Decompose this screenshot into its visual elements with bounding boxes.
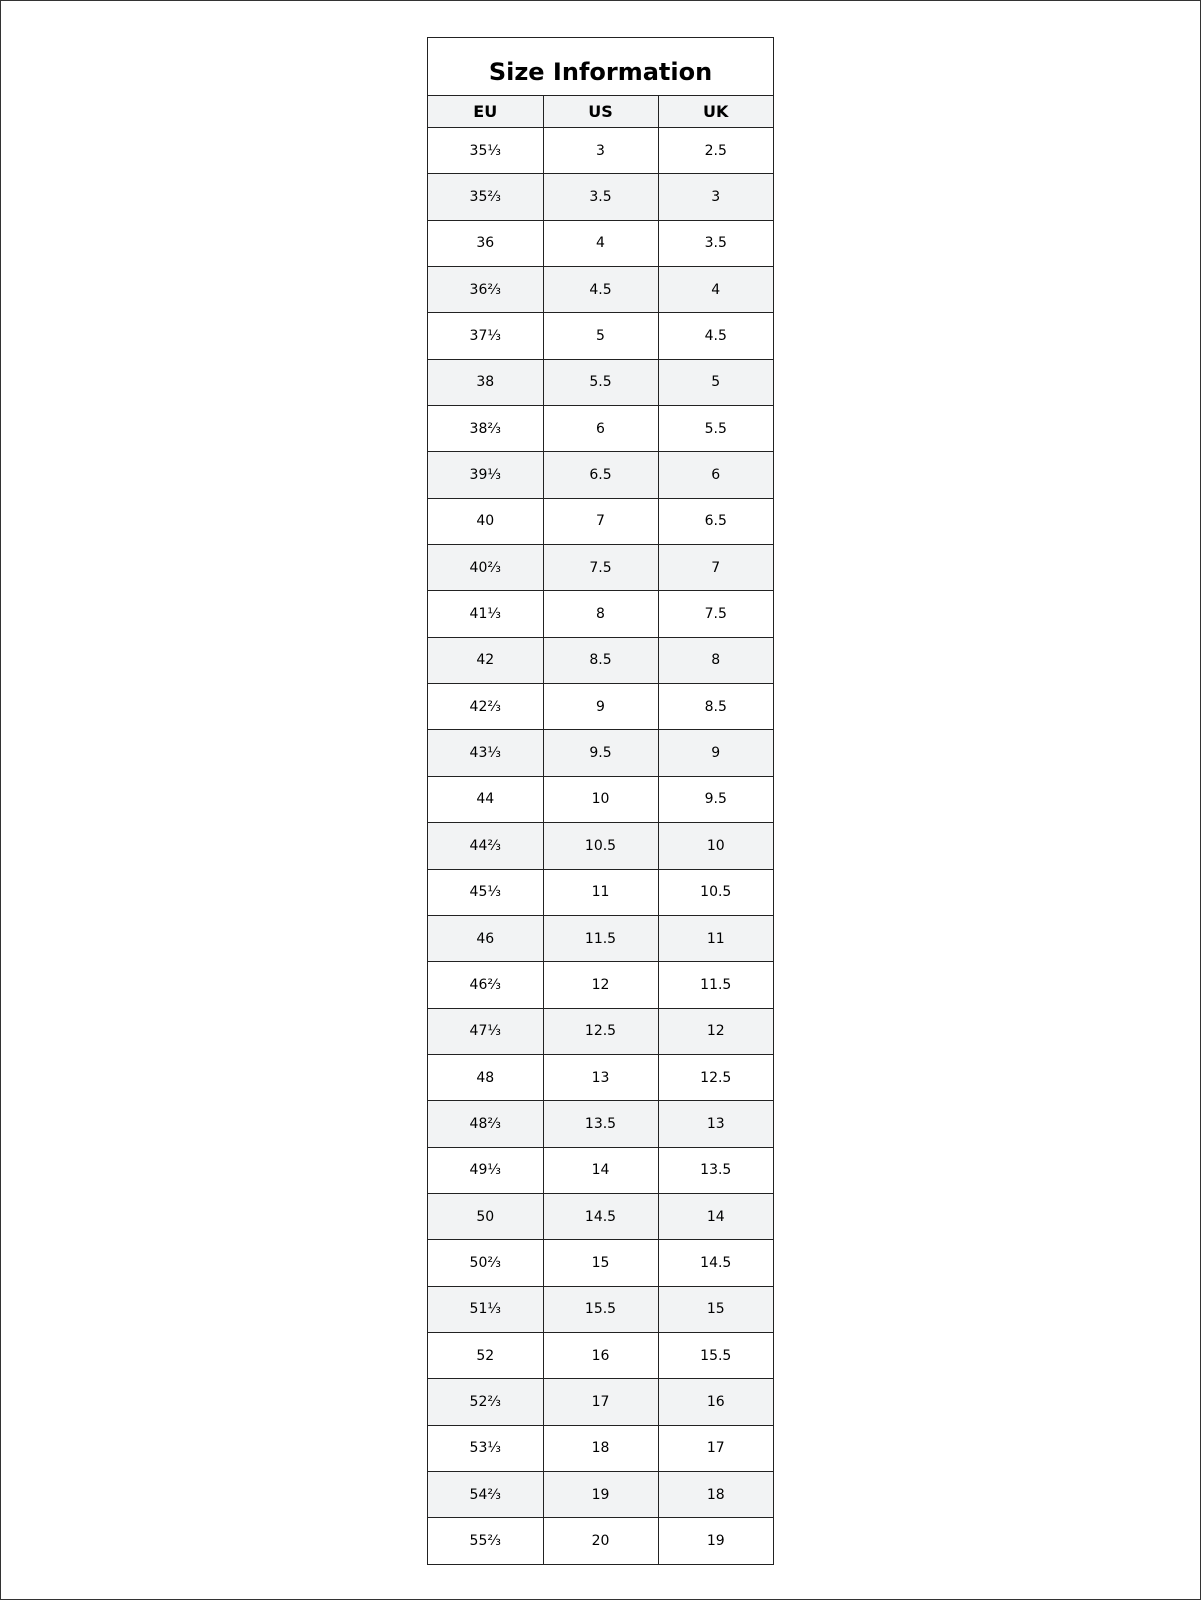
cell-eu: 47⅓ bbox=[428, 1008, 543, 1054]
cell-uk: 16 bbox=[658, 1379, 773, 1425]
cell-us: 3.5 bbox=[543, 174, 658, 220]
cell-uk: 10.5 bbox=[658, 869, 773, 915]
cell-uk: 6.5 bbox=[658, 498, 773, 544]
cell-uk: 8.5 bbox=[658, 684, 773, 730]
table-row bbox=[428, 1518, 773, 1564]
cell-us: 6 bbox=[543, 406, 658, 452]
cell-us: 13 bbox=[543, 1054, 658, 1100]
cell-us: 12 bbox=[543, 962, 658, 1008]
cell-us: 10 bbox=[543, 776, 658, 822]
cell-us: 5.5 bbox=[543, 359, 658, 405]
cell-eu: 44⅔ bbox=[428, 823, 543, 869]
cell-eu: 43⅓ bbox=[428, 730, 543, 776]
cell-uk: 15 bbox=[658, 1286, 773, 1332]
cell-us: 10.5 bbox=[543, 823, 658, 869]
cell-eu: 45⅓ bbox=[428, 869, 543, 915]
cell-uk: 19 bbox=[658, 1518, 773, 1564]
table-row bbox=[428, 915, 773, 961]
column-header-us: US bbox=[543, 96, 658, 128]
table-row bbox=[428, 406, 773, 452]
table-row bbox=[428, 869, 773, 915]
cell-eu: 40 bbox=[428, 498, 543, 544]
cell-eu: 38⅔ bbox=[428, 406, 543, 452]
cell-us: 6.5 bbox=[543, 452, 658, 498]
cell-eu: 46⅔ bbox=[428, 962, 543, 1008]
cell-us: 13.5 bbox=[543, 1101, 658, 1147]
table-row bbox=[428, 1379, 773, 1425]
cell-uk: 4 bbox=[658, 267, 773, 313]
cell-uk: 13.5 bbox=[658, 1147, 773, 1193]
table-row bbox=[428, 359, 773, 405]
cell-eu: 51⅓ bbox=[428, 1286, 543, 1332]
cell-uk: 5.5 bbox=[658, 406, 773, 452]
cell-us: 5 bbox=[543, 313, 658, 359]
table-row bbox=[428, 823, 773, 869]
column-header-uk: UK bbox=[658, 96, 773, 128]
cell-us: 4 bbox=[543, 220, 658, 266]
table-row bbox=[428, 684, 773, 730]
table-row bbox=[428, 1008, 773, 1054]
cell-eu: 41⅓ bbox=[428, 591, 543, 637]
cell-eu: 35⅔ bbox=[428, 174, 543, 220]
cell-uk: 3 bbox=[658, 174, 773, 220]
cell-uk: 3.5 bbox=[658, 220, 773, 266]
cell-uk: 14.5 bbox=[658, 1240, 773, 1286]
cell-us: 14.5 bbox=[543, 1193, 658, 1239]
cell-us: 4.5 bbox=[543, 267, 658, 313]
cell-uk: 13 bbox=[658, 1101, 773, 1147]
cell-eu: 52 bbox=[428, 1332, 543, 1378]
cell-eu: 40⅔ bbox=[428, 545, 543, 591]
cell-uk: 10 bbox=[658, 823, 773, 869]
cell-eu: 50 bbox=[428, 1193, 543, 1239]
table-row bbox=[428, 545, 773, 591]
cell-uk: 9.5 bbox=[658, 776, 773, 822]
table-row bbox=[428, 1240, 773, 1286]
cell-us: 20 bbox=[543, 1518, 658, 1564]
cell-eu: 49⅓ bbox=[428, 1147, 543, 1193]
cell-us: 12.5 bbox=[543, 1008, 658, 1054]
cell-us: 14 bbox=[543, 1147, 658, 1193]
table-row bbox=[428, 220, 773, 266]
header-row bbox=[428, 96, 773, 128]
cell-uk: 8 bbox=[658, 637, 773, 683]
cell-us: 17 bbox=[543, 1379, 658, 1425]
cell-us: 8 bbox=[543, 591, 658, 637]
cell-eu: 37⅓ bbox=[428, 313, 543, 359]
size-chart bbox=[427, 37, 774, 1565]
cell-eu: 44 bbox=[428, 776, 543, 822]
cell-us: 16 bbox=[543, 1332, 658, 1378]
cell-uk: 12.5 bbox=[658, 1054, 773, 1100]
cell-uk: 14 bbox=[658, 1193, 773, 1239]
table-row bbox=[428, 128, 773, 174]
cell-uk: 11.5 bbox=[658, 962, 773, 1008]
table-row bbox=[428, 267, 773, 313]
cell-uk: 6 bbox=[658, 452, 773, 498]
cell-us: 8.5 bbox=[543, 637, 658, 683]
table-row bbox=[428, 174, 773, 220]
cell-eu: 42⅔ bbox=[428, 684, 543, 730]
table-row bbox=[428, 452, 773, 498]
cell-uk: 17 bbox=[658, 1425, 773, 1471]
cell-eu: 35⅓ bbox=[428, 128, 543, 174]
table-row bbox=[428, 730, 773, 776]
cell-uk: 11 bbox=[658, 915, 773, 961]
table-row bbox=[428, 1101, 773, 1147]
cell-us: 15.5 bbox=[543, 1286, 658, 1332]
size-table-body bbox=[428, 128, 773, 1564]
table-row bbox=[428, 1425, 773, 1471]
cell-uk: 2.5 bbox=[658, 128, 773, 174]
table-row bbox=[428, 498, 773, 544]
cell-uk: 7 bbox=[658, 545, 773, 591]
cell-eu: 36⅔ bbox=[428, 267, 543, 313]
cell-eu: 54⅔ bbox=[428, 1471, 543, 1517]
table-row bbox=[428, 1332, 773, 1378]
table-row bbox=[428, 637, 773, 683]
table-row bbox=[428, 962, 773, 1008]
cell-us: 18 bbox=[543, 1425, 658, 1471]
cell-us: 3 bbox=[543, 128, 658, 174]
cell-us: 9.5 bbox=[543, 730, 658, 776]
cell-uk: 15.5 bbox=[658, 1332, 773, 1378]
cell-uk: 7.5 bbox=[658, 591, 773, 637]
cell-eu: 52⅔ bbox=[428, 1379, 543, 1425]
cell-eu: 42 bbox=[428, 637, 543, 683]
size-table bbox=[428, 96, 773, 1564]
table-row bbox=[428, 1286, 773, 1332]
table-row bbox=[428, 1147, 773, 1193]
column-header-eu: EU bbox=[428, 96, 543, 128]
cell-us: 7.5 bbox=[543, 545, 658, 591]
cell-eu: 50⅔ bbox=[428, 1240, 543, 1286]
cell-us: 9 bbox=[543, 684, 658, 730]
cell-uk: 12 bbox=[658, 1008, 773, 1054]
table-row bbox=[428, 591, 773, 637]
table-row bbox=[428, 1193, 773, 1239]
cell-eu: 36 bbox=[428, 220, 543, 266]
cell-uk: 9 bbox=[658, 730, 773, 776]
cell-uk: 5 bbox=[658, 359, 773, 405]
cell-eu: 55⅔ bbox=[428, 1518, 543, 1564]
cell-us: 15 bbox=[543, 1240, 658, 1286]
cell-eu: 39⅓ bbox=[428, 452, 543, 498]
cell-eu: 48⅔ bbox=[428, 1101, 543, 1147]
cell-us: 19 bbox=[543, 1471, 658, 1517]
table-row bbox=[428, 776, 773, 822]
cell-eu: 53⅓ bbox=[428, 1425, 543, 1471]
cell-uk: 18 bbox=[658, 1471, 773, 1517]
cell-eu: 38 bbox=[428, 359, 543, 405]
cell-eu: 46 bbox=[428, 915, 543, 961]
cell-us: 11.5 bbox=[543, 915, 658, 961]
cell-us: 7 bbox=[543, 498, 658, 544]
table-row bbox=[428, 1054, 773, 1100]
cell-us: 11 bbox=[543, 869, 658, 915]
cell-uk: 4.5 bbox=[658, 313, 773, 359]
table-row bbox=[428, 313, 773, 359]
size-chart-title: Size Information bbox=[428, 38, 773, 96]
table-row bbox=[428, 1471, 773, 1517]
cell-eu: 48 bbox=[428, 1054, 543, 1100]
